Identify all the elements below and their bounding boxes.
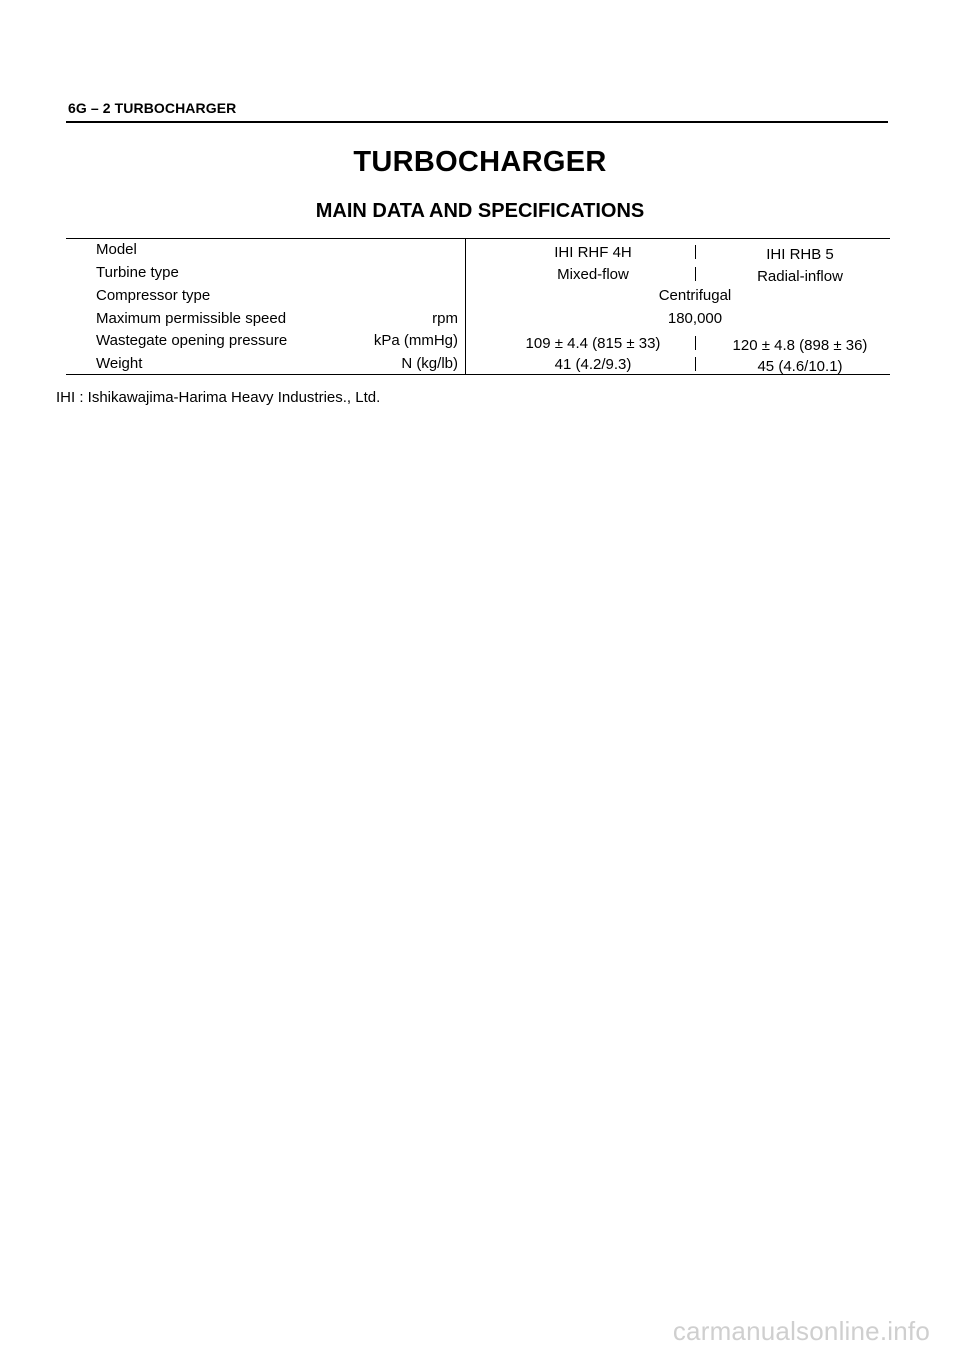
spec-unit-wastegate: kPa (mmHg)	[373, 332, 458, 349]
spec-label-wastegate: Wastegate opening pressure	[96, 332, 288, 349]
table-bottom-rule	[66, 374, 890, 375]
header-rule	[66, 121, 888, 123]
spec-value-weight-right: 45 (4.6/10.1)	[757, 358, 843, 375]
spec-value-turbine-left: Mixed-flow	[557, 266, 629, 283]
spec-unit-weight: N (kg/lb)	[401, 355, 458, 372]
spec-value-model-right: IHI RHB 5	[766, 246, 834, 263]
spec-label-compressor-type: Compressor type	[96, 287, 211, 304]
spec-label-model: Model	[96, 241, 137, 258]
spec-label-max-speed: Maximum permissible speed	[96, 310, 287, 327]
spec-value-compressor: Centrifugal	[658, 287, 732, 304]
running-header: 6G – 2 TURBOCHARGER	[68, 100, 237, 116]
spec-separator	[695, 267, 696, 281]
spec-value-turbine-right: Radial-inflow	[757, 268, 843, 285]
spec-separator	[695, 357, 696, 371]
spec-label-weight: Weight	[96, 355, 143, 372]
spec-separator	[695, 336, 696, 350]
watermark: carmanualsonline.info	[672, 1316, 930, 1346]
spec-value-weight-left: 41 (4.2/9.3)	[554, 356, 632, 373]
table-column-divider	[465, 238, 466, 374]
section-title: MAIN DATA AND SPECIFICATIONS	[315, 200, 645, 222]
spec-value-max-speed: 180,000	[667, 310, 723, 327]
page-title: TURBOCHARGER	[353, 146, 607, 178]
table-top-rule	[66, 238, 890, 239]
spec-label-turbine-type: Turbine type	[96, 264, 179, 281]
spec-separator	[695, 245, 696, 259]
spec-unit-max-speed: rpm	[432, 310, 458, 327]
spec-value-wastegate-right: 120 ± 4.8 (898 ± 36)	[732, 337, 868, 354]
spec-value-wastegate-left: 109 ± 4.4 (815 ± 33)	[525, 335, 661, 352]
spec-value-model-left: IHI RHF 4H	[554, 244, 632, 261]
footnote: IHI : Ishikawajima-Harima Heavy Industries., Ltd.	[56, 389, 381, 406]
